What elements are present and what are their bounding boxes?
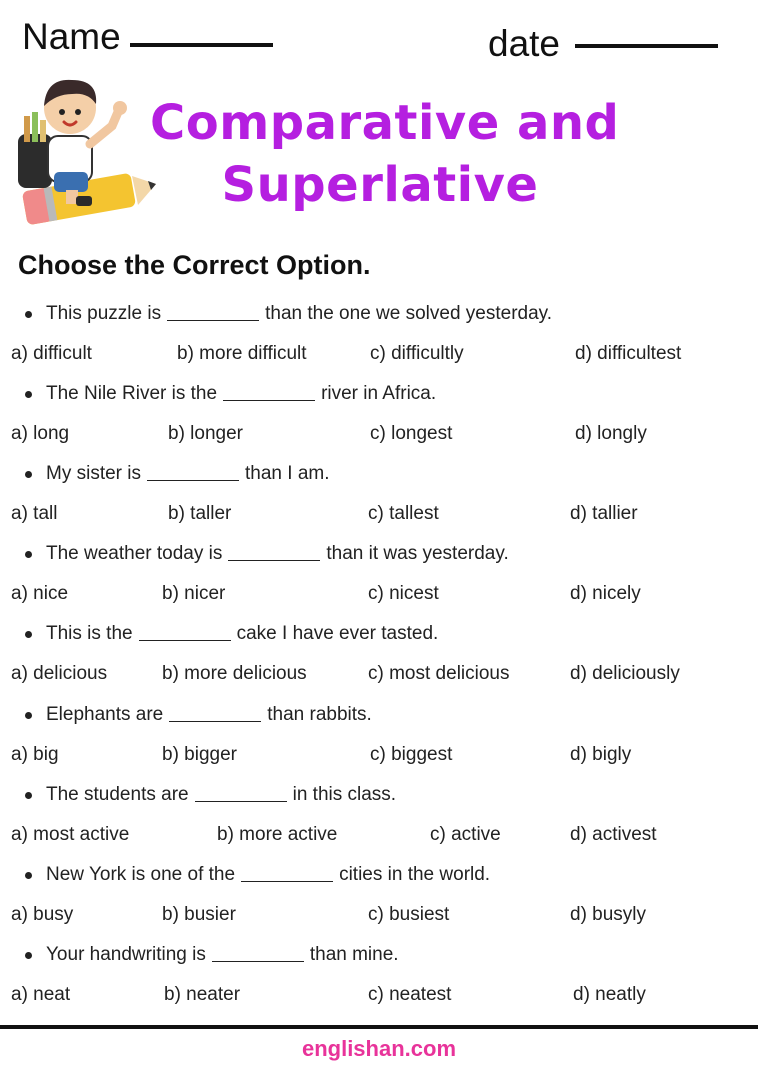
bullet-icon [25, 471, 32, 478]
backpack-icon [18, 112, 52, 188]
footer-divider [0, 1025, 758, 1029]
answer-option[interactable]: d) neatly [573, 984, 646, 1005]
answer-option[interactable]: d) activest [570, 824, 657, 845]
answer-option[interactable]: a) busy [11, 904, 74, 925]
answer-option[interactable]: c) biggest [370, 744, 453, 765]
footer-website[interactable]: englishan.com [301, 1036, 457, 1061]
options-row [0, 740, 758, 770]
answer-blank[interactable] [167, 306, 259, 321]
question-text-after: than it was yesterday. [326, 543, 509, 564]
kid-on-pencil-illustration [14, 72, 162, 232]
answer-option[interactable]: b) more active [217, 824, 338, 845]
answer-option[interactable]: b) more delicious [162, 663, 307, 684]
question-text [46, 784, 396, 806]
question-row [0, 780, 758, 810]
options-row [0, 820, 758, 850]
name-underline[interactable] [130, 43, 273, 47]
answer-blank[interactable] [139, 626, 231, 641]
question-text-before: The students are [46, 784, 189, 805]
answer-option[interactable]: d) nicely [570, 583, 641, 604]
answer-blank[interactable] [147, 466, 239, 481]
answer-option[interactable]: c) neatest [368, 984, 452, 1005]
options-row [0, 659, 758, 689]
bullet-icon [25, 551, 32, 558]
title-line-1: Comparative and [150, 95, 620, 151]
options-row [0, 419, 758, 449]
answer-option[interactable]: c) active [430, 824, 501, 845]
question-row [0, 619, 758, 649]
bullet-icon [25, 952, 32, 959]
question-text-before: The Nile River is the [46, 383, 218, 404]
question-row [0, 860, 758, 890]
bullet-icon [25, 792, 32, 799]
answer-blank[interactable] [228, 546, 320, 561]
answer-option[interactable]: c) most delicious [368, 663, 510, 684]
bullet-icon [25, 712, 32, 719]
answer-option[interactable]: a) big [11, 744, 59, 765]
question-row [0, 539, 758, 569]
question-text-before: This puzzle is [46, 303, 162, 324]
answer-option[interactable]: c) difficultly [370, 343, 464, 364]
answer-option[interactable]: a) difficult [11, 343, 92, 364]
answer-blank[interactable] [195, 787, 287, 802]
question-text [46, 704, 372, 726]
question-text-after: than mine. [309, 944, 399, 965]
answer-blank[interactable] [169, 707, 261, 722]
options-row [0, 339, 758, 369]
question-text-before: Elephants are [46, 704, 164, 725]
answer-option[interactable]: b) longer [168, 423, 243, 444]
title-line-2: Superlative [221, 157, 539, 213]
answer-option[interactable]: d) tallier [570, 503, 638, 524]
answer-option[interactable]: a) long [11, 423, 70, 444]
question-row [0, 379, 758, 409]
question-text-after: than I am. [245, 463, 330, 484]
question-text-before: New York is one of the [46, 864, 236, 885]
question-text-after: cake I have ever tasted. [236, 623, 439, 644]
answer-option[interactable]: b) more difficult [177, 343, 307, 364]
question-text-after: than rabbits. [267, 704, 372, 725]
question-text [46, 864, 490, 886]
answer-option[interactable]: c) busiest [368, 904, 450, 925]
question-text [46, 303, 552, 325]
answer-option[interactable]: c) longest [370, 423, 453, 444]
name-label: Name [22, 16, 121, 57]
question-row [0, 700, 758, 730]
question-text-before: My sister is [46, 463, 141, 484]
question-row [0, 299, 758, 329]
options-row [0, 980, 758, 1010]
answer-option[interactable]: b) neater [164, 984, 241, 1005]
bullet-icon [25, 311, 32, 318]
answer-option[interactable]: a) delicious [11, 663, 108, 684]
answer-option[interactable]: c) tallest [368, 503, 439, 524]
instruction-heading: Choose the Correct Option. [18, 250, 371, 280]
question-text [46, 543, 509, 565]
answer-option[interactable]: a) nice [11, 583, 69, 604]
question-text-after: river in Africa. [321, 383, 437, 404]
date-underline[interactable] [575, 44, 718, 48]
answer-blank[interactable] [241, 867, 333, 882]
question-text-after: than the one we solved yesterday. [265, 303, 553, 324]
question-text [46, 944, 399, 966]
question-text [46, 463, 330, 485]
answer-option[interactable]: b) nicer [162, 583, 226, 604]
answer-option[interactable]: d) difficultest [575, 343, 682, 364]
question-text-after: in this class. [292, 784, 397, 805]
options-row [0, 499, 758, 529]
answer-blank[interactable] [212, 947, 304, 962]
question-text-after: cities in the world. [339, 864, 491, 885]
question-text-before: Your handwriting is [46, 944, 206, 965]
answer-option[interactable]: a) neat [11, 984, 71, 1005]
answer-option[interactable]: d) bigly [570, 744, 632, 765]
bullet-icon [25, 391, 32, 398]
options-row [0, 579, 758, 609]
answer-blank[interactable] [223, 386, 315, 401]
answer-option[interactable]: b) bigger [162, 744, 237, 765]
question-row [0, 459, 758, 489]
answer-option[interactable]: d) deliciously [570, 663, 680, 684]
question-text [46, 623, 438, 645]
date-label: date [488, 23, 561, 64]
answer-option[interactable]: c) nicest [368, 583, 439, 604]
bullet-icon [25, 631, 32, 638]
question-text [46, 383, 436, 405]
options-row [0, 900, 758, 930]
question-text-before: The weather today is [46, 543, 223, 564]
answer-option[interactable]: b) busier [162, 904, 236, 925]
answer-option[interactable]: d) busyly [570, 904, 647, 925]
question-row [0, 940, 758, 970]
answer-option[interactable]: a) tall [11, 503, 58, 524]
answer-option[interactable]: b) taller [168, 503, 232, 524]
answer-option[interactable]: d) longly [575, 423, 647, 444]
question-text-before: This is the [46, 623, 133, 644]
answer-option[interactable]: a) most active [11, 824, 130, 845]
bullet-icon [25, 872, 32, 879]
